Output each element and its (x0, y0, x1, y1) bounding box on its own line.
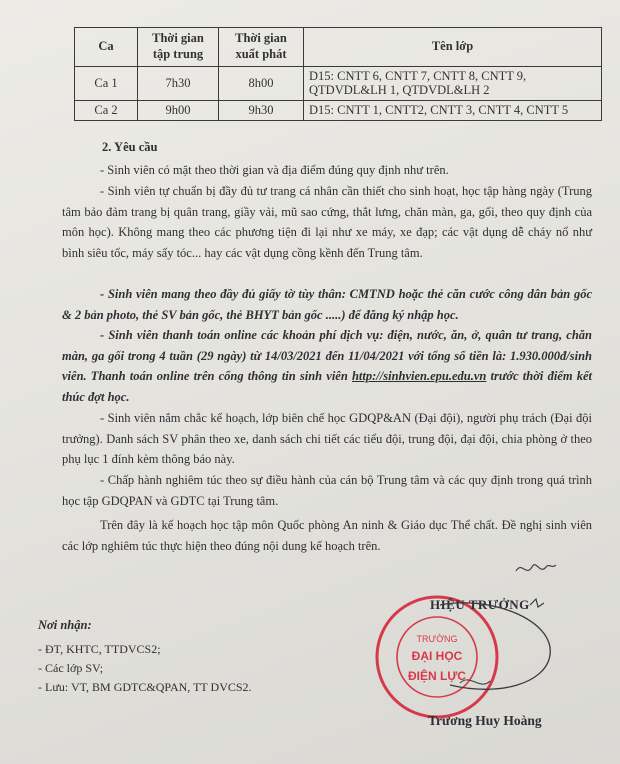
paragraph-attendance: - Sinh viên có mặt theo thời gian và địa điểm đúng quy định như trên. (100, 163, 449, 177)
paragraph-payment (62, 325, 592, 407)
recipients-title: Nơi nhận: (38, 618, 92, 632)
seal-line: ĐIỆN LỰC (408, 669, 466, 683)
header-tap-trung: Thời gian tập trung (138, 28, 219, 67)
header-ca: Ca (75, 28, 138, 67)
paragraph-personal-items: - Sinh viên tự chuẩn bị đầy đủ tư trang cá nhân cần thiết cho sinh hoạt, học tập hàng ngày (Trung tâm bảo đảm trang bị quân trang, giầy vải, mũ sao cứng, thắt lưng, chăn màn, ga, gối, theo quy định của môn học). Không mang theo các phương tiện đi lại như xe máy, xe đạp; các vật dụng dễ cháy nổ như bình siêu tốc, máy sấy tóc... hay các vật dụng cồng kềnh đến Trung tâm. (62, 184, 592, 260)
recipients-list (38, 640, 252, 697)
initials-scribble-icon (512, 555, 562, 579)
cell-ca: Ca 2 (75, 100, 138, 120)
cell-ca: Ca 1 (75, 67, 138, 101)
paragraph-plan: - Sinh viên nắm chắc kế hoạch, lớp biên chế học GDQP&AN (Đại đội), người phụ trách (Đại đội trưởng). Danh sách SV phân theo xe, danh sách chi tiết các tiểu đội, trung đội, đại đội, chia phòng ở theo phụ lục 1 đính kèm thông báo này. (62, 411, 592, 466)
list-item: - Lưu: VT, BM GDTC&QPAN, TT DVCS2. (38, 680, 252, 694)
cell-xuat-phat: 8h00 (219, 67, 304, 101)
cell-ten-lop: D15: CNTT 1, CNTT2, CNTT 3, CNTT 4, CNTT 5 (304, 100, 602, 120)
payment-tail: trước thời điểm kết thúc đợt học. (62, 369, 592, 404)
seal-line: ĐẠI HỌC (411, 649, 463, 663)
paragraph-compliance: - Chấp hành nghiêm túc theo sự điều hành của cán bộ Trung tâm và các quy định trong quá trình học tập GDQPAN và GDTC tại Trung tâm. (62, 473, 592, 508)
list-item: - ĐT, KHTC, TTDVCS2; (38, 642, 161, 656)
section-heading: 2. Yêu cầu (102, 140, 158, 154)
seal-line: TRƯỜNG (416, 634, 458, 644)
cell-ten-lop: D15: CNTT 6, CNTT 7, CNTT 8, CNTT 9, QTDVDL&LH 1, QTDVDL&LH 2 (304, 67, 602, 101)
table-row (75, 67, 602, 101)
paragraph-closing: Trên đây là kế hoạch học tập môn Quốc phòng An ninh & Giáo dục Thể chất. Đề nghị sinh viên các lớp nghiêm túc thực hiện theo đúng nội dung kế hoạch trên. (62, 518, 592, 553)
signature-scribble-icon (380, 585, 580, 705)
cell-tap-trung: 7h30 (138, 67, 219, 101)
cell-tap-trung: 9h00 (138, 100, 219, 120)
header-xuat-phat: Thời gian xuất phát (219, 28, 304, 67)
paragraph-documents: - Sinh viên mang theo đầy đủ giấy tờ tùy thân: CMTND hoặc thẻ căn cước công dân bản gốc & 2 bản photo, thẻ SV bản gốc, thẻ BHYT bản gốc .....) để đăng ký nhập học. (62, 287, 592, 322)
student-portal-link[interactable]: http://sinhvien.epu.edu.vn (351, 369, 487, 383)
cell-xuat-phat: 9h30 (219, 100, 304, 120)
payment-text: - Sinh viên thanh toán online các khoản phí dịch vụ: điện, nước, ăn, ở, quân tư trang, chăn màn, ga gối trong 4 tuần (29 ngày) từ 14/03/2021 đến 11/04/2021 với tổng số tiền là: 1.930.000đ/sinh viên. Thanh toán online trên cổng thông tin sinh viên (62, 328, 592, 383)
table-header-row (75, 28, 602, 67)
signature-title: HIỆU TRƯỞNG (430, 597, 530, 612)
schedule-table (74, 27, 602, 121)
signer-name: Trương Huy Hoàng (428, 713, 542, 728)
list-item: - Các lớp SV; (38, 661, 104, 675)
header-ten-lop: Tên lớp (304, 28, 602, 67)
table-row (75, 100, 602, 120)
